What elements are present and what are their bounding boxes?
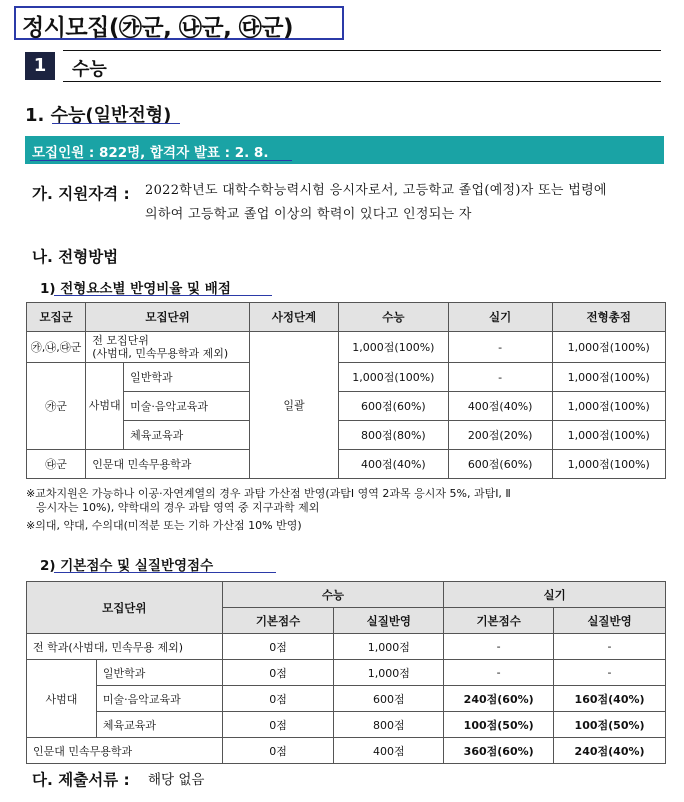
- cell-unit: 전 학과(사범대, 민속무용 제외): [27, 634, 223, 660]
- cell-suneung-real: 400점: [334, 738, 444, 764]
- table-row: [27, 332, 666, 363]
- th-unit: 모집단위: [27, 582, 223, 634]
- section-title: 수능: [72, 59, 107, 80]
- cell-silgi-base: -: [444, 634, 554, 660]
- cell-silgi: 400점(40%): [448, 392, 552, 421]
- th-silgi-real: 실질반영: [554, 608, 666, 634]
- table-row: [27, 712, 666, 738]
- cell-suneung-real: 1,000점: [334, 634, 444, 660]
- cell-total: 1,000점(100%): [552, 332, 666, 363]
- note-cross-apply-1: ※교차지원은 가능하나 이공·자연계열의 경우 과탐 가산점 반영(과탐Ⅰ 영역 2과목 응시자 5%, 과탐Ⅰ, Ⅱ: [26, 487, 511, 500]
- cell-silgi-real: 240점(40%): [554, 738, 666, 764]
- cell-silgi-base: 100점(50%): [444, 712, 554, 738]
- cell-suneung-base: 0점: [222, 686, 334, 712]
- banner-underline: [30, 160, 292, 161]
- page-title: 정시모집(㉮군, ㉯군, ㉰군): [22, 15, 294, 41]
- cell-total: 1,000점(100%): [552, 450, 666, 479]
- cell-suneung: 800점(80%): [338, 421, 448, 450]
- eligibility-text-1: 2022학년도 대학수학능력시험 응시자로서, 고등학교 졸업(예정)자 또는 법령에: [145, 183, 607, 198]
- cell-unit: 인문대 민속무용학과: [86, 450, 250, 479]
- documents-text: 해당 없음: [148, 772, 205, 788]
- page-title-box: [14, 6, 344, 40]
- cell-suneung-real: 1,000점: [334, 660, 444, 686]
- documents-label: 다. 제출서류 :: [32, 771, 130, 789]
- eligibility-text-2: 의하여 고등학교 졸업 이상의 학력이 있다고 인정되는 자: [145, 207, 472, 222]
- cell-suneung: 1,000점(100%): [338, 332, 448, 363]
- cell-silgi-real: 100점(50%): [554, 712, 666, 738]
- cell-unit: 미술·음악교육과: [96, 686, 222, 712]
- base-score-table: [26, 581, 666, 764]
- cell-total: 1,000점(100%): [552, 363, 666, 392]
- th-total: 전형총점: [552, 303, 666, 332]
- cell-suneung: 1,000점(100%): [338, 363, 448, 392]
- cell-silgi: 200점(20%): [448, 421, 552, 450]
- note-cross-apply-2: 응시자는 10%), 약학대의 경우 과탐 영역 중 지구과학 제외: [36, 501, 320, 514]
- table-header-row: [27, 582, 666, 608]
- sub1-underline: [54, 295, 272, 296]
- th-suneung: 수능: [222, 582, 444, 608]
- cell-group: ㉮,㉯,㉰군: [27, 332, 86, 363]
- cell-silgi-real: -: [554, 660, 666, 686]
- cell-unit: 일반학과: [124, 363, 250, 392]
- table-row: [27, 686, 666, 712]
- table-row: [27, 738, 666, 764]
- cell-total: 1,000점(100%): [552, 392, 666, 421]
- cell-unit: 체육교육과: [124, 421, 250, 450]
- cell-college: 사범대: [86, 363, 124, 450]
- cell-suneung: 600점(60%): [338, 392, 448, 421]
- cell-suneung-base: 0점: [222, 712, 334, 738]
- table-row: [27, 363, 666, 392]
- th-silgi: 실기: [448, 303, 552, 332]
- th-suneung-base: 기본점수: [222, 608, 334, 634]
- cell-silgi: -: [448, 332, 552, 363]
- cell-silgi-base: 240점(60%): [444, 686, 554, 712]
- selection-ratio-table: [26, 302, 666, 479]
- cell-college: 사범대: [27, 660, 97, 738]
- cell-silgi-real: -: [554, 634, 666, 660]
- cell-suneung-real: 800점: [334, 712, 444, 738]
- cell-silgi-real: 160점(40%): [554, 686, 666, 712]
- cell-silgi-base: 360점(60%): [444, 738, 554, 764]
- table-header-row: [27, 303, 666, 332]
- th-suneung-real: 실질반영: [334, 608, 444, 634]
- cell-silgi: -: [448, 363, 552, 392]
- table-row: [27, 450, 666, 479]
- cell-suneung-base: 0점: [222, 660, 334, 686]
- cell-silgi-base: -: [444, 660, 554, 686]
- sub2-underline: [54, 572, 276, 573]
- cell-group: ㉰군: [27, 450, 86, 479]
- th-stage: 사정단계: [249, 303, 338, 332]
- table-row: [27, 634, 666, 660]
- section-number: 1: [25, 52, 55, 80]
- cell-silgi: 600점(60%): [448, 450, 552, 479]
- th-suneung: 수능: [338, 303, 448, 332]
- cell-unit: 미술·음악교육과: [124, 392, 250, 421]
- cell-unit: 일반학과: [96, 660, 222, 686]
- sub1-label: 1) 전형요소별 반영비율 및 배점: [40, 281, 231, 297]
- heading-underline: [52, 123, 180, 124]
- method-label: 나. 전형방법: [32, 248, 119, 266]
- cell-suneung: 400점(40%): [338, 450, 448, 479]
- th-silgi-base: 기본점수: [444, 608, 554, 634]
- cell-unit: 체육교육과: [96, 712, 222, 738]
- section-bottom-line: [63, 81, 661, 82]
- sub2-label: 2) 기본점수 및 실질반영점수: [40, 558, 214, 574]
- table-row: [27, 660, 666, 686]
- section-top-line: [63, 50, 661, 51]
- cell-unit: 전 모집단위 (사범대, 민속무용학과 제외): [86, 332, 250, 363]
- cell-total: 1,000점(100%): [552, 421, 666, 450]
- cell-unit: 인문대 민속무용학과: [27, 738, 223, 764]
- cell-group: ㉮군: [27, 363, 86, 450]
- th-silgi: 실기: [444, 582, 666, 608]
- th-unit: 모집단위: [86, 303, 250, 332]
- th-group: 모집군: [27, 303, 86, 332]
- cell-stage: 일괄: [249, 332, 338, 479]
- recruit-banner-text: 모집인원 : 822명, 합격자 발표 : 2. 8.: [32, 145, 269, 161]
- cell-suneung-base: 0점: [222, 634, 334, 660]
- cell-suneung-base: 0점: [222, 738, 334, 764]
- cell-suneung-real: 600점: [334, 686, 444, 712]
- heading-suneung-general: 1. 수능(일반전형): [25, 105, 172, 126]
- note-medical: ※의대, 약대, 수의대(미적분 또는 기하 가산점 10% 반영): [26, 519, 302, 532]
- eligibility-label: 가. 지원자격 :: [32, 185, 130, 203]
